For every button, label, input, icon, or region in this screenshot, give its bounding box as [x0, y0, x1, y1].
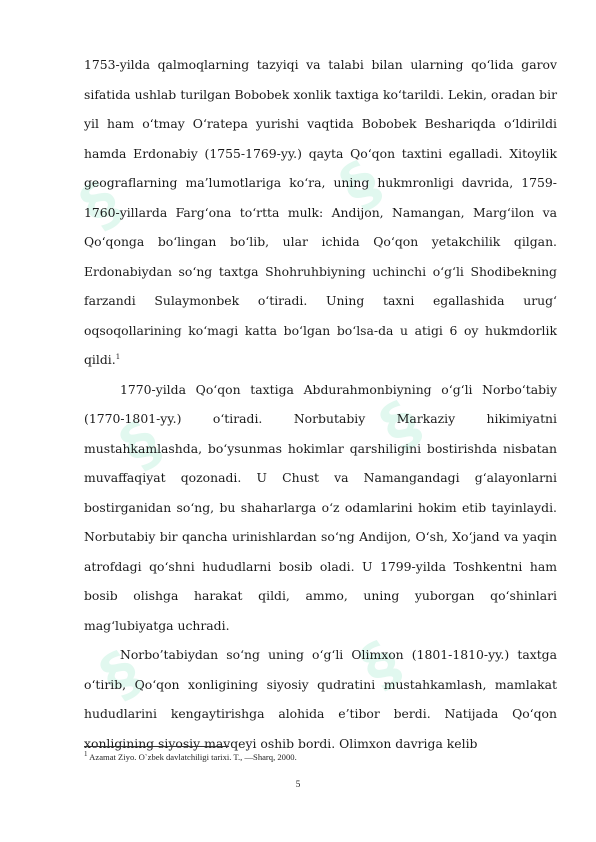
document-body — [84, 50, 557, 758]
svg-text:§: § — [108, 407, 174, 483]
page-number: 5 — [295, 780, 301, 790]
paragraph-1 — [84, 50, 557, 375]
footnote-marker: 1 — [84, 750, 88, 759]
footnote — [84, 752, 554, 762]
footnote-text: Azamat Ziyo. O`zbek davlatchiligi tarixi. T., —Sharq, 2000. — [87, 752, 297, 762]
svg-text:§: § — [348, 627, 414, 703]
footnote-reference[interactable]: 1 — [115, 352, 121, 361]
svg-text:§: § — [368, 387, 434, 463]
paragraph-1-text: 1753-yilda qalmoqlarning tazyiqi va talabi bilan ularning qo‘lida garov sifatida ushlab turilgan Bobobek xonlik taxtiga ko‘tarildi. Lekin, oradan bir yil ham o‘tmay O‘ratepa yurishi vaqtida Bobobek Beshariqda o‘ldirildi hamda Erdonabiy (1755-1769-yy.) qayta Qo‘qon taxtini egalladi. Xitoylik geograflarning ma’lumotlariga ko‘ra, uning hukmronligi davrida, 1759-1760-yillarda Farg‘ona to‘rtta mulk: Andijon, Namangan, Marg‘ilon va Qo‘qonga bo‘lingan bo‘lib, ular ichida Qo‘qon yetakchilik qilgan. Erdonabiydan so‘ng taxtga Shohruhbiyning uchinchi o‘g‘li Shodibekning farzandi Sulaymonbek o‘tiradi. Uning taxni egallashida urug‘ oqsoqollarining ko‘magi katta bo‘lgan bo‘lsa-da u atigi 6 oy hukmdorlik qildi. — [84, 57, 557, 367]
footnote-divider — [84, 746, 229, 747]
paragraph-2: 1770-yilda Qo‘qon taxtiga Abdurahmonbiyning o‘g‘li Norbo‘tabiy (1770-1801-yy.) o‘tiradi. Norbutabiy Markaziy hikimiyatni mustahkamlashda, bo‘ysunmas hokimlar qarshiligini bostirishda nisbatan muvaffaqiyat qozonadi. U Chust va Namangandagi g‘alayonlarni bostirganidan so‘ng, bu shaharlarga o‘z odamlarini hokim etib tayinlaydi. Norbutabiy bir qancha urinishlardan so‘ng Andijon, O‘sh, Xo‘jand va yaqin atrofdagi qo‘shni hududlarni bosib oladi. U 1799-yilda Toshkentni ham bosib olishga harakat qildi, ammo, uning yuborgan qo‘shinlari mag‘lubiyatga uchradi. — [84, 381, 557, 633]
svg-text:§: § — [88, 637, 154, 713]
paragraph-3: Norbo’tabiydan so‘ng uning o‘g‘li Olimxon (1801-1810-yy.) taxtga o‘tirib, Qo‘qon xonligining siyosiy qudratini mustahkamlash, mamlakat hududlarini kengaytirishga alohida e’tibor berdi. Natijada Qo‘qon xonligining siyosiy mavqeyi oshib bordi. Olimxon davriga kelib — [84, 647, 557, 751]
svg-text:§: § — [328, 147, 394, 223]
svg-text:§: § — [68, 167, 134, 243]
